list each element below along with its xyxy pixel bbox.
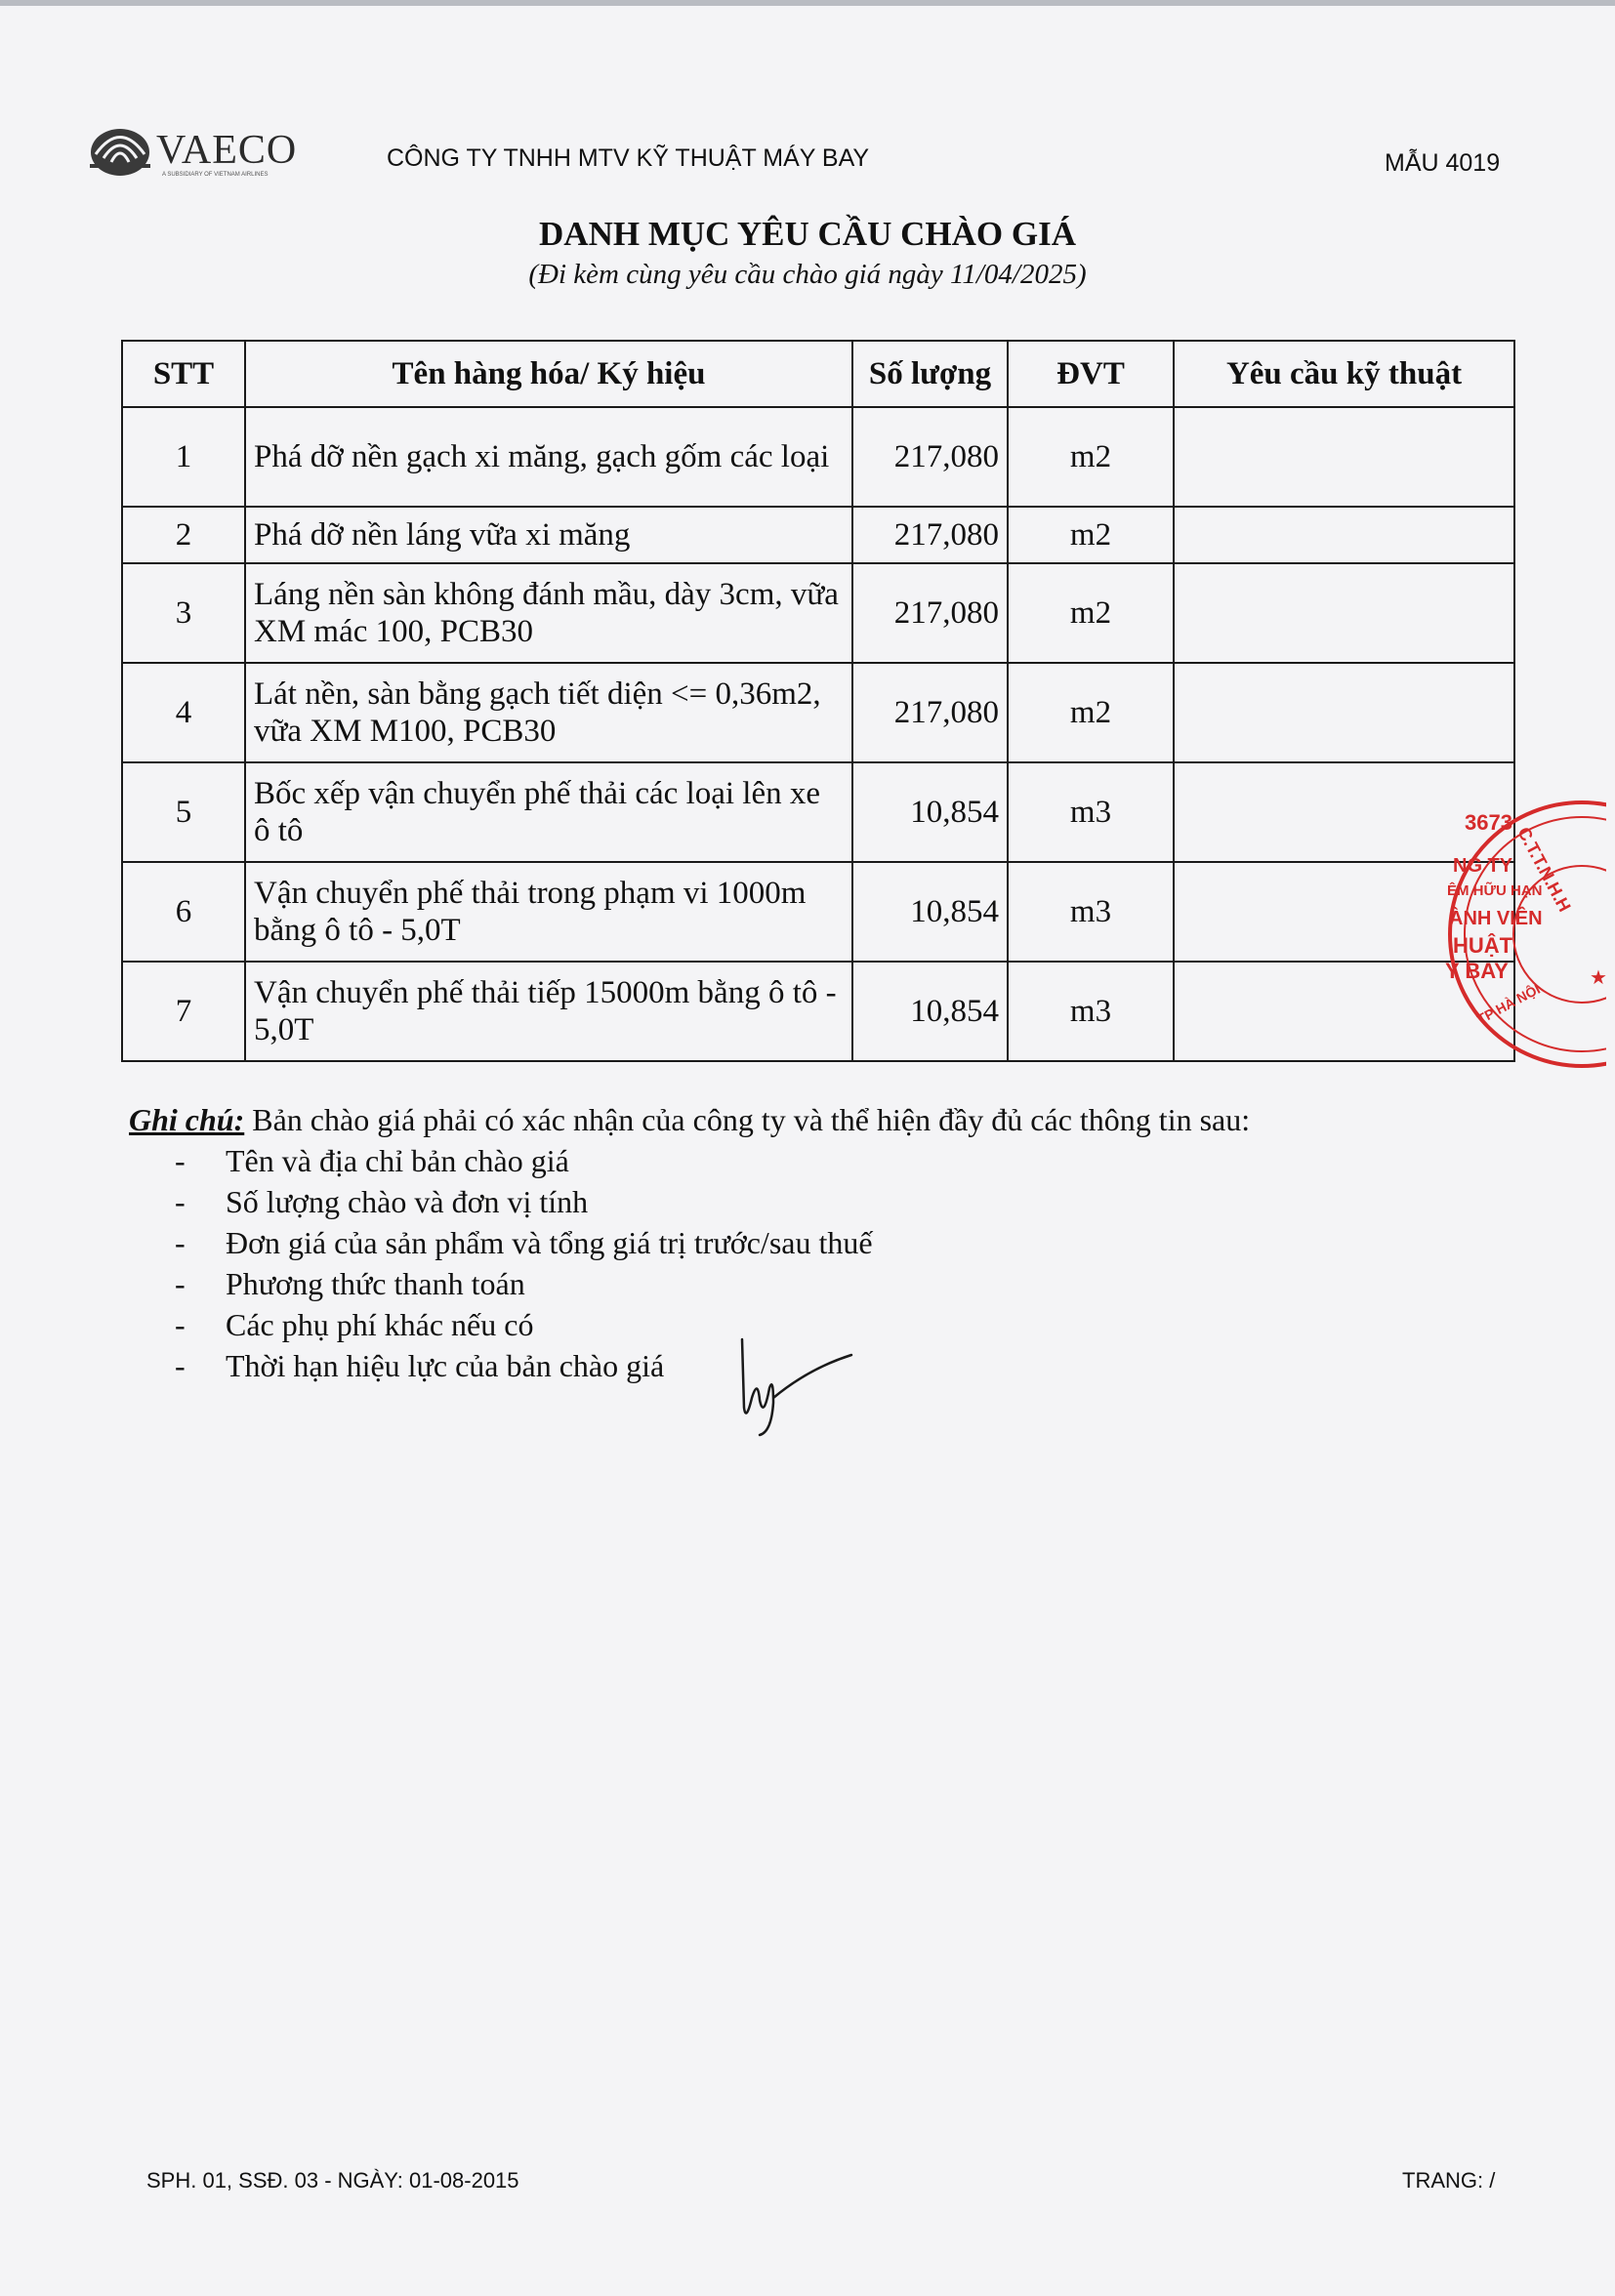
seal-text: ÀNH VIÊN <box>1449 908 1543 929</box>
cell-quantity: 217,080 <box>852 407 1008 507</box>
logo-wordmark: VAECO <box>156 128 298 173</box>
footer-reference: SPH. 01, SSĐ. 03 - NGÀY: 01-08-2015 <box>146 2168 519 2193</box>
list-dash: - <box>175 1225 186 1260</box>
items-table <box>121 340 1515 1062</box>
list-dash: - <box>175 1266 186 1301</box>
list-dash: - <box>175 1348 186 1383</box>
seal-text: ÊM HỮU HẠN <box>1447 882 1543 899</box>
cell-stt: 6 <box>122 862 245 962</box>
cell-quantity: 217,080 <box>852 663 1008 762</box>
cell-stt: 5 <box>122 762 245 862</box>
col-header-name: Tên hàng hóa/ Ký hiệu <box>245 341 852 407</box>
vaeco-logo <box>86 115 325 185</box>
list-item <box>129 1222 1250 1263</box>
cell-name: Vận chuyển phế thải tiếp 15000m bằng ô tô - 5,0T <box>245 962 852 1061</box>
document-title: DANH MỤC YÊU CẦU CHÀO GIÁ <box>539 215 1076 253</box>
cell-unit: m2 <box>1008 407 1174 507</box>
cell-name: Vận chuyển phế thải trong phạm vi 1000m bằng ô tô - 5,0T <box>245 862 852 962</box>
cell-quantity: 217,080 <box>852 563 1008 663</box>
col-header-requirements: Yêu cầu kỹ thuật <box>1174 341 1514 407</box>
footer-page-number: TRANG: / <box>1402 2168 1496 2193</box>
cell-stt: 2 <box>122 507 245 563</box>
notes-list <box>129 1140 1250 1386</box>
cell-quantity: 10,854 <box>852 762 1008 862</box>
seal-text: C.T.T.N.H.H <box>1513 824 1575 916</box>
col-header-unit: ĐVT <box>1008 341 1174 407</box>
signature <box>730 1330 857 1442</box>
cell-name: Bốc xếp vận chuyển phế thải các loại lên xe ô tô <box>245 762 852 862</box>
list-dash: - <box>175 1184 186 1219</box>
notes-label: Ghi chú: <box>129 1102 245 1137</box>
list-item-text: Thời hạn hiệu lực của bản chào giá <box>226 1348 665 1383</box>
table-row <box>122 663 1514 762</box>
form-code: MẪU 4019 <box>1385 149 1501 177</box>
seal-text: HUẬT <box>1453 933 1513 958</box>
cell-stt: 1 <box>122 407 245 507</box>
cell-requirements <box>1174 407 1514 507</box>
company-name: CÔNG TY TNHH MTV KỸ THUẬT MÁY BAY <box>387 144 870 172</box>
cell-name: Láng nền sàn không đánh mầu, dày 3cm, vữa XM mác 100, PCB30 <box>245 563 852 663</box>
list-item-text: Tên và địa chỉ bản chào giá <box>226 1143 569 1178</box>
col-header-quantity: Số lượng <box>852 341 1008 407</box>
cell-unit: m2 <box>1008 563 1174 663</box>
table-row <box>122 407 1514 507</box>
cell-stt: 4 <box>122 663 245 762</box>
lotus-icon <box>86 115 154 184</box>
cell-stt: 3 <box>122 563 245 663</box>
list-item <box>129 1263 1250 1304</box>
cell-unit: m3 <box>1008 962 1174 1061</box>
list-item-text: Các phụ phí khác nếu có <box>226 1307 534 1342</box>
cell-quantity: 10,854 <box>852 962 1008 1061</box>
list-dash: - <box>175 1307 186 1342</box>
list-item <box>129 1140 1250 1181</box>
cell-name: Lát nền, sàn bằng gạch tiết diện <= 0,36m2, vữa XM M100, PCB30 <box>245 663 852 762</box>
list-item <box>129 1181 1250 1222</box>
cell-unit: m2 <box>1008 507 1174 563</box>
table-row <box>122 762 1514 862</box>
notes-intro: Bản chào giá phải có xác nhận của công ty và thể hiện đầy đủ các thông tin sau: <box>252 1102 1251 1137</box>
list-item-text: Đơn giá của sản phẩm và tổng giá trị trước/sau thuế <box>226 1225 873 1260</box>
logo-tagline: A SUBSIDIARY OF VIETNAM AIRLINES <box>162 172 269 178</box>
list-item-text: Phương thức thanh toán <box>226 1266 525 1301</box>
list-item-text: Số lượng chào và đơn vị tính <box>226 1184 589 1219</box>
company-seal <box>1416 793 1606 1086</box>
seal-text: Y BAY <box>1445 959 1509 983</box>
notes-intro-line <box>129 1099 1250 1140</box>
list-dash: - <box>175 1143 186 1178</box>
cell-requirements <box>1174 563 1514 663</box>
document-subtitle: (Đi kèm cùng yêu cầu chào giá ngày 11/04/2025) <box>528 259 1087 290</box>
cell-unit: m2 <box>1008 663 1174 762</box>
cell-name: Phá dỡ nền láng vữa xi măng <box>245 507 852 563</box>
seal-text: 3673 <box>1465 810 1512 835</box>
table-header-row <box>122 341 1514 407</box>
cell-quantity: 217,080 <box>852 507 1008 563</box>
cell-unit: m3 <box>1008 762 1174 862</box>
cell-requirements <box>1174 663 1514 762</box>
notes-section <box>129 1099 1250 1386</box>
svg-text:★: ★ <box>1590 967 1606 989</box>
cell-requirements <box>1174 507 1514 563</box>
seal-text: TP HÀ NỘI <box>1474 980 1543 1028</box>
list-item <box>129 1345 1250 1386</box>
signature-icon <box>730 1330 857 1437</box>
table-row <box>122 962 1514 1061</box>
cell-stt: 7 <box>122 962 245 1061</box>
seal-text: NG TY <box>1453 855 1513 877</box>
cell-quantity: 10,854 <box>852 862 1008 962</box>
col-header-stt: STT <box>122 341 245 407</box>
cell-unit: m3 <box>1008 862 1174 962</box>
page-top-edge <box>0 0 1615 6</box>
table-row <box>122 862 1514 962</box>
cell-name: Phá dỡ nền gạch xi măng, gạch gốm các loại <box>245 407 852 507</box>
list-item <box>129 1304 1250 1345</box>
table-row <box>122 563 1514 663</box>
table-row <box>122 507 1514 563</box>
